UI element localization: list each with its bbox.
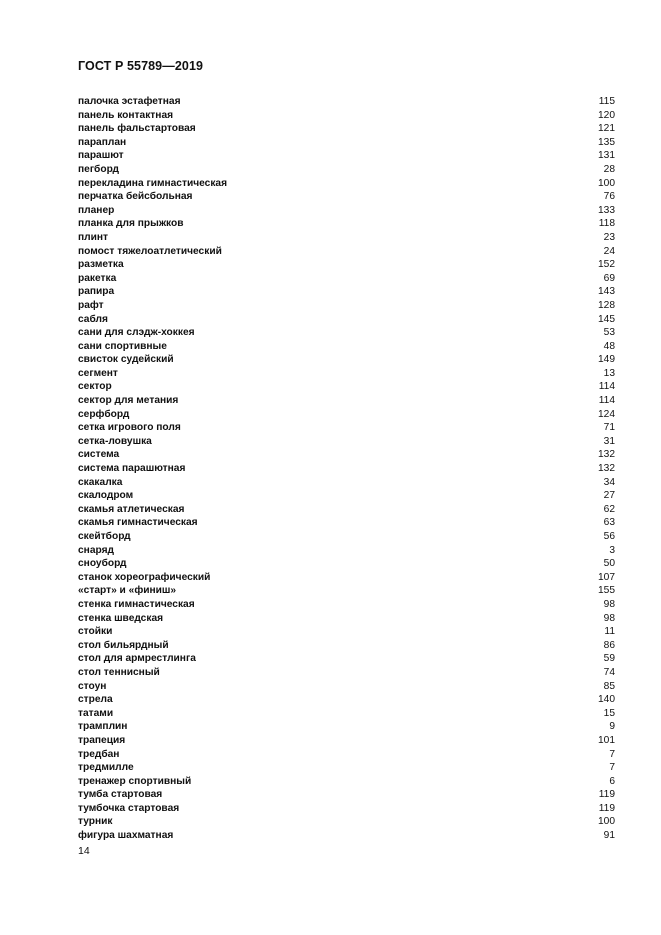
index-term: скалодром xyxy=(78,490,134,502)
index-term: татами xyxy=(78,707,114,719)
index-entry xyxy=(78,109,615,123)
index-entry xyxy=(78,353,615,367)
index-term: турник xyxy=(78,816,113,828)
index-entry xyxy=(78,163,615,177)
index-entry xyxy=(78,612,615,626)
index-term: разметка xyxy=(78,259,124,271)
index-entry xyxy=(78,748,615,762)
index-page-number: 28 xyxy=(603,163,615,175)
index-term: трапеция xyxy=(78,734,126,746)
index-page-number: 145 xyxy=(598,313,615,325)
index-page-number: 24 xyxy=(603,245,615,257)
index-term: планер xyxy=(78,204,115,216)
index-page-number: 98 xyxy=(603,598,615,610)
document-header: ГОСТ Р 55789—2019 xyxy=(78,59,204,73)
index-page-number: 50 xyxy=(603,558,615,570)
index-entry xyxy=(78,272,615,286)
index-page-number: 152 xyxy=(598,259,615,271)
index-page-number: 31 xyxy=(603,435,615,447)
index-entry xyxy=(78,802,615,816)
index-entry xyxy=(78,680,615,694)
index-entry xyxy=(78,136,615,150)
index-entry xyxy=(78,394,615,408)
index-term: стол бильярдный xyxy=(78,639,169,651)
index-page-number: 48 xyxy=(603,340,615,352)
index-entry xyxy=(78,122,615,136)
index-page-number: 86 xyxy=(603,639,615,651)
index-entry xyxy=(78,367,615,381)
index-term: стенка гимнастическая xyxy=(78,598,195,610)
index-entry xyxy=(78,557,615,571)
index-page-number: 101 xyxy=(598,734,615,746)
index-term: тумбочка стартовая xyxy=(78,802,180,814)
index-entry xyxy=(78,326,615,340)
index-page-number: 135 xyxy=(598,136,615,148)
index-page-number: 107 xyxy=(598,571,615,583)
index-page-number: 23 xyxy=(603,231,615,243)
index-page-number: 7 xyxy=(609,748,615,760)
index-page-number: 140 xyxy=(598,694,615,706)
index-term: планка для прыжков xyxy=(78,218,184,230)
index-entry xyxy=(78,815,615,829)
index-page-number: 114 xyxy=(598,381,615,393)
index-page-number: 15 xyxy=(603,707,615,719)
index-page-number: 132 xyxy=(598,449,615,461)
page-number: 14 xyxy=(78,845,90,857)
index-entry xyxy=(78,217,615,231)
index-entry xyxy=(78,707,615,721)
index-entry xyxy=(78,204,615,218)
index-page-number: 132 xyxy=(598,463,615,475)
index-entry xyxy=(78,476,615,490)
index-entry xyxy=(78,245,615,259)
index-entry xyxy=(78,313,615,327)
index-entry xyxy=(78,720,615,734)
index-page-number: 124 xyxy=(598,408,615,420)
index-entry xyxy=(78,761,615,775)
index-entry xyxy=(78,489,615,503)
index-term: скамья атлетическая xyxy=(78,503,185,515)
index-entry xyxy=(78,530,615,544)
index-term: сетка игрового поля xyxy=(78,422,181,434)
index-term: фигура шахматная xyxy=(78,830,174,842)
index-page-number: 11 xyxy=(604,626,615,638)
index-term: стол теннисный xyxy=(78,666,160,678)
index-term: трамплин xyxy=(78,721,128,733)
index-page-number: 27 xyxy=(603,490,615,502)
index-term: плинт xyxy=(78,231,109,243)
index-entry xyxy=(78,775,615,789)
index-term: тренажер спортивный xyxy=(78,775,192,787)
index-term: «старт» и «финиш» xyxy=(78,585,177,597)
index-page-number: 76 xyxy=(603,191,615,203)
index-term: система xyxy=(78,449,120,461)
index-entry xyxy=(78,380,615,394)
index-entry xyxy=(78,666,615,680)
index-entry xyxy=(78,340,615,354)
index-term: сноуборд xyxy=(78,558,127,570)
index-term: стрела xyxy=(78,694,113,706)
index-page-number: 6 xyxy=(609,775,615,787)
index-page-number: 121 xyxy=(598,123,615,135)
index-term: скакалка xyxy=(78,476,123,488)
index-term: свисток судейский xyxy=(78,354,174,366)
index-page-number: 74 xyxy=(603,666,615,678)
index-page-number: 115 xyxy=(598,96,615,107)
index-term: стоун xyxy=(78,680,107,692)
index-entry xyxy=(78,639,615,653)
index-entry xyxy=(78,734,615,748)
alphabetical-index xyxy=(78,95,615,843)
index-page-number: 3 xyxy=(609,544,615,556)
index-term: сектор xyxy=(78,381,112,393)
index-entry xyxy=(78,95,615,109)
index-entry xyxy=(78,544,615,558)
index-entry xyxy=(78,299,615,313)
index-term: скейтборд xyxy=(78,531,131,542)
index-entry xyxy=(78,177,615,191)
index-term: ракетка xyxy=(78,272,117,284)
index-page-number: 91 xyxy=(603,830,615,842)
index-page-number: 62 xyxy=(603,503,615,515)
index-entry xyxy=(78,693,615,707)
index-term: стойки xyxy=(78,626,113,638)
index-entry xyxy=(78,829,615,843)
index-page-number: 155 xyxy=(598,585,615,597)
index-entry xyxy=(78,421,615,435)
index-term: снаряд xyxy=(78,544,114,556)
index-page-number: 7 xyxy=(609,762,615,774)
index-term: скамья гимнастическая xyxy=(78,517,198,529)
index-entry xyxy=(78,190,615,204)
index-term: тумба стартовая xyxy=(78,789,163,801)
index-entry xyxy=(78,516,615,530)
index-term: панель фальстартовая xyxy=(78,123,196,135)
index-page-number: 59 xyxy=(603,653,615,665)
index-page-number: 149 xyxy=(598,354,615,366)
index-page-number: 100 xyxy=(598,816,615,828)
index-page-number: 133 xyxy=(598,204,615,216)
index-entry xyxy=(78,652,615,666)
index-entry xyxy=(78,584,615,598)
index-page-number: 56 xyxy=(603,531,615,542)
index-entry xyxy=(78,598,615,612)
index-page-number: 53 xyxy=(603,327,615,339)
index-entry xyxy=(78,503,615,517)
index-term: рафт xyxy=(78,299,104,311)
index-page-number: 100 xyxy=(598,177,615,189)
index-term: помост тяжелоатлетический xyxy=(78,245,222,257)
index-term: сектор для метания xyxy=(78,395,179,407)
index-term: панель контактная xyxy=(78,109,174,121)
index-term: серфборд xyxy=(78,408,130,420)
index-entry xyxy=(78,231,615,245)
index-term: пегборд xyxy=(78,163,120,175)
index-page-number: 71 xyxy=(603,422,615,434)
index-page-number: 98 xyxy=(603,612,615,624)
index-entry xyxy=(78,571,615,585)
index-entry xyxy=(78,408,615,422)
index-term: перчатка бейсбольная xyxy=(78,191,193,203)
index-entry xyxy=(78,462,615,476)
index-page-number: 69 xyxy=(603,272,615,284)
index-entry xyxy=(78,149,615,163)
index-term: рапира xyxy=(78,286,115,298)
index-page-number: 131 xyxy=(598,150,615,162)
index-term: сабля xyxy=(78,313,108,325)
index-entry xyxy=(78,435,615,449)
index-page-number: 63 xyxy=(603,517,615,529)
index-page-number: 9 xyxy=(609,721,615,733)
index-page-number: 13 xyxy=(603,367,615,379)
index-page-number: 143 xyxy=(598,286,615,298)
index-page-number: 34 xyxy=(603,476,615,488)
index-entry xyxy=(78,625,615,639)
index-entry xyxy=(78,788,615,802)
index-term: палочка эстафетная xyxy=(78,96,181,107)
index-page-number: 119 xyxy=(598,789,615,801)
index-page-number: 119 xyxy=(598,802,615,814)
index-term: сани спортивные xyxy=(78,340,167,352)
index-page-number: 114 xyxy=(598,395,615,407)
index-term: перекладина гимнастическая xyxy=(78,177,228,189)
index-entry xyxy=(78,448,615,462)
index-term: параплан xyxy=(78,136,127,148)
index-term: парашют xyxy=(78,150,124,162)
index-page-number: 128 xyxy=(598,299,615,311)
index-term: система парашютная xyxy=(78,463,186,475)
index-term: стол для армрестлинга xyxy=(78,653,196,665)
index-term: тредмилле xyxy=(78,762,134,774)
index-page-number: 85 xyxy=(603,680,615,692)
index-term: сани для слэдж-хоккея xyxy=(78,327,195,339)
index-term: станок хореографический xyxy=(78,571,211,583)
index-term: сегмент xyxy=(78,367,118,379)
index-entry xyxy=(78,285,615,299)
index-term: тредбан xyxy=(78,748,120,760)
index-page-number: 120 xyxy=(598,109,615,121)
index-page-number: 118 xyxy=(598,218,615,230)
index-term: сетка-ловушка xyxy=(78,435,152,447)
index-term: стенка шведская xyxy=(78,612,164,624)
index-entry xyxy=(78,258,615,272)
